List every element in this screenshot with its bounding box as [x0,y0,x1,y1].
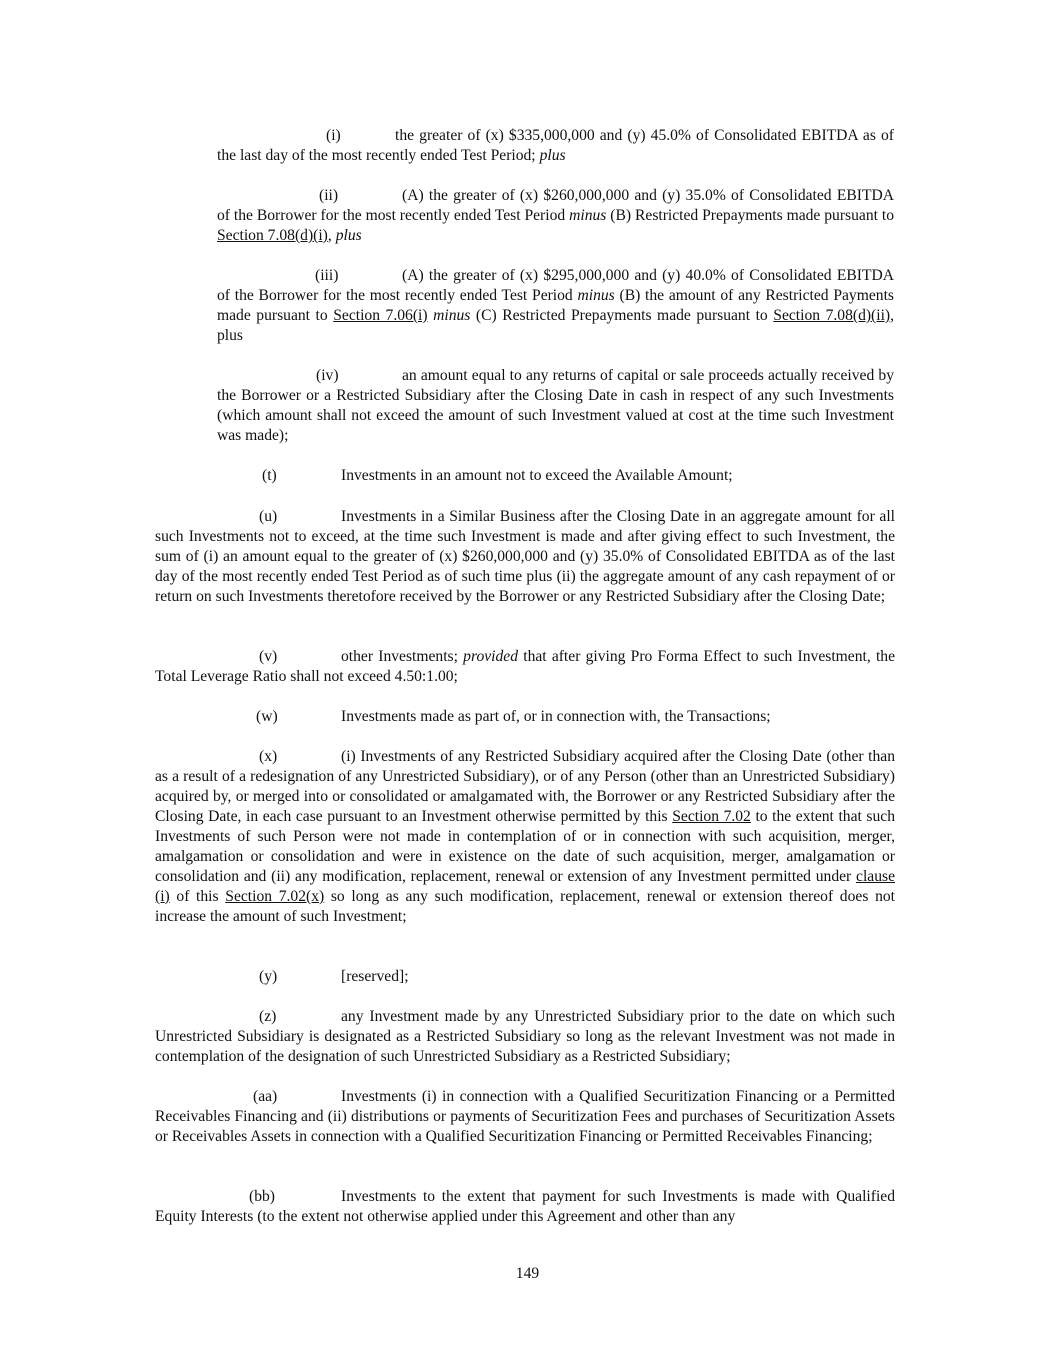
clause-label: (w) [256,708,278,725]
section-link[interactable]: Section 7.08(d)(i) [217,227,328,244]
clause-label: (u) [259,508,278,525]
clause-label: (i) [326,127,341,144]
clause-label: (z) [259,1008,277,1025]
clause-label: (iv) [316,367,339,384]
clause-label: (aa) [253,1088,278,1105]
clause-v: (v) other Investments; provided that after giving Pro Forma Effect to such Investment, the Total Leverage Ratio shall not exceed 4.50:1.00; [155,648,895,685]
clause-iii: (iii) (A) the greater of (x) $295,000,000 and (y) 40.0% of Consolidated EBITDA of the Borrower for the most recently ended Test Period minus (B) the amount of any Restricted Payments made pursuant to Section 7.06(i) minus (C) Restricted Prepayments made pursuant to Section 7.08(d)(ii), plus [217,267,895,344]
clause-aa: (aa) Investments (i) in connection with a Qualified Securitization Financing or a Permitted Receivables Financing and (ii) distributions or payments of Securitization Fees and purchases of Securitization Assets or Receivables Assets in connection with a Qualified Securitization Financing or Permitted Receivables Financing; [155,1088,895,1145]
section-link[interactable]: Section 7.02(x) [225,888,325,905]
clause-y: (y) [reserved]; [155,967,895,987]
clause-label: (v) [259,648,278,665]
clause-z: (z) any Investment made by any Unrestricted Subsidiary prior to the date on which such Unrestricted Subsidiary is designated as a Restricted Subsidiary so long as the relevant Investment was not made in contemplation of the designation of such Unrestricted Subsidiary as a Restricted Subsidiary; [155,1008,895,1065]
clause-iv: (iv) an amount equal to any returns of capital or sale proceeds actually received by the Borrower or a Restricted Subsidiary after the Closing Date in cash in respect of any such Investments (which amount shall not exceed the amount of such Investment valued at cost at the time such Investment was made); [217,367,894,444]
page-number: 149 [515,1265,540,1282]
clause-i: (i) the greater of (x) $335,000,000 and (y) 45.0% of Consolidated EBITDA as of the last day of the most recently ended Test Period; plus [217,127,894,164]
clause-label: (iii) [315,267,339,284]
clause-u: (u) Investments in a Similar Business after the Closing Date in an aggregate amount for all such Investments not to exceed, at the time such Investment is made and after giving effect to such Investment, the sum of (i) an amount equal to the greater of (x) $260,000,000 and (y) 35.0% of Consolidated EBITDA as of the last day of the most recently ended Test Period as of such time plus (ii) the aggregate amount of any cash repayment of or return on such Investments theretofore received by the Borrower or any Restricted Subsidiary after the Closing Date; [155,508,895,605]
clause-t: (t) Investments in an amount not to exceed the Available Amount; [155,466,895,486]
clause-label: (bb) [249,1188,275,1205]
clause-bb: (bb) Investments to the extent that payment for such Investments is made with Qualified Equity Interests (to the extent not otherwise applied under this Agreement and other than any [155,1188,895,1225]
section-link[interactable]: Section 7.08(d)(ii) [773,307,891,324]
clause-w: (w) Investments made as part of, or in connection with, the Transactions; [155,707,895,727]
clause-label: (t) [262,467,277,484]
clause-label: (y) [259,968,278,985]
clause-label: (x) [259,748,278,765]
clause-ii: (ii) (A) the greater of (x) $260,000,000 and (y) 35.0% of Consolidated EBITDA of the Borrower for the most recently ended Test Period minus (B) Restricted Prepayments made pursuant to Section 7.08(d)(i), plus [217,187,894,244]
clause-link[interactable]: clause (i) [155,868,895,905]
clause-x: (x) (i) Investments of any Restricted Subsidiary acquired after the Closing Date (other than as a result of a redesignation of any Unrestricted Subsidiary), or of any Person (other than an Unrestricted Subsidiary) acquired by, or merged into or consolidated or amalgamated with, the Borrower or any Restricted Subsidiary after the Closing Date, in each case pursuant to an Investment otherwise permitted by this Section 7.02 to the extent that such Investments of such Person were not made in contemplation of or in connection with such acquisition, merger, amalgamation or consolidation and were in existence on the date of such acquisition, merger, amalgamation or consolidation and (ii) any modification, replacement, renewal or extension of any Investment permitted under clause (i) of this Section 7.02(x) so long as any such modification, replacement, renewal or extension thereof does not increase the amount of such Investment; [155,748,895,925]
section-link[interactable]: Section 7.06(i) [333,307,428,324]
clause-label: (ii) [319,187,339,204]
section-link[interactable]: Section 7.02 [672,808,751,825]
